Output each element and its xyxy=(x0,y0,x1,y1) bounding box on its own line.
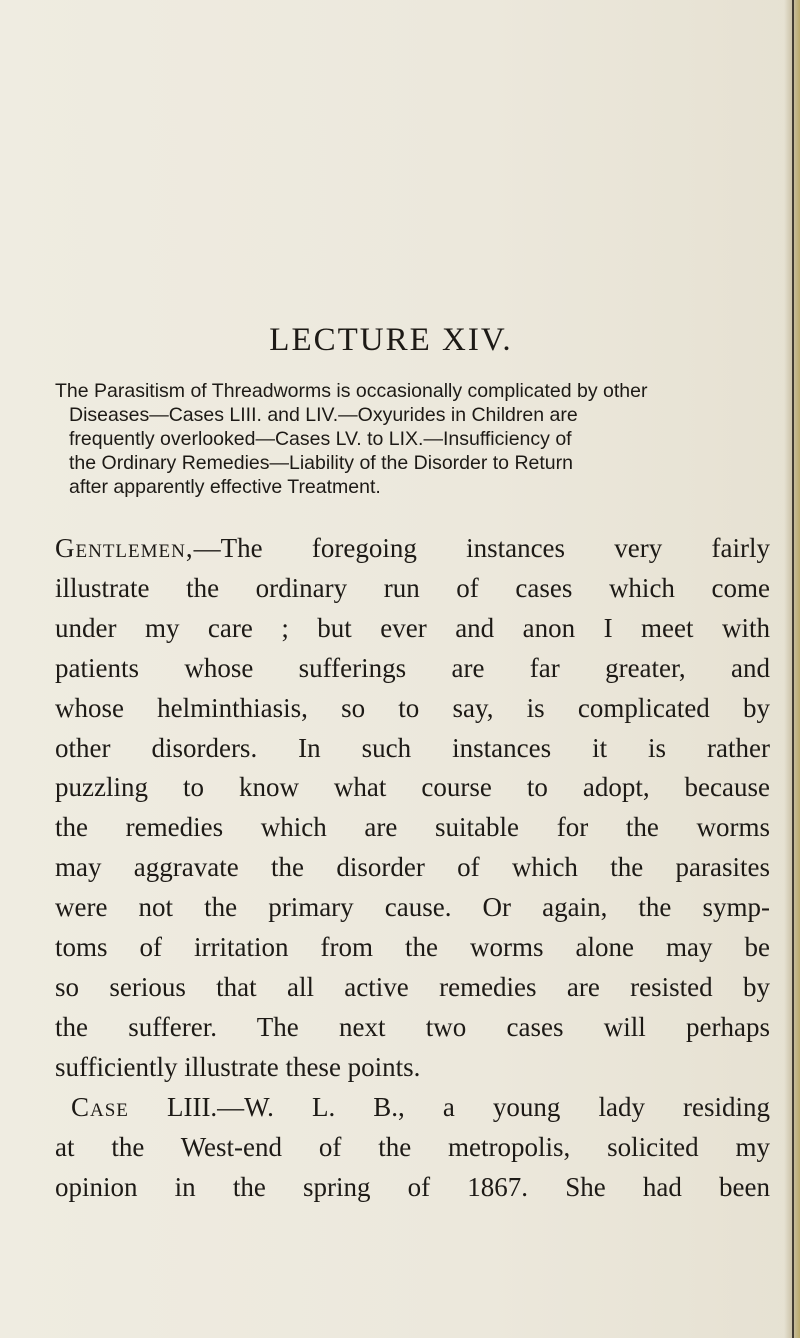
body-line: whose helminthiasis, so to say, is complicated by xyxy=(55,692,770,723)
body-line: at the West-end of the metropolis, solicited my xyxy=(55,1131,770,1162)
body-line xyxy=(55,1088,770,1128)
synopsis-line: Diseases—Cases LIII. and LIV.—Oxyurides in Children are xyxy=(69,404,578,426)
body-line: may aggravate the disorder of which the parasites xyxy=(55,852,770,883)
body-line: other disorders. In such instances it is rather xyxy=(55,732,770,763)
body-line: the remedies which are suitable for the worms xyxy=(55,812,770,843)
body-line: puzzling to know what course to adopt, because xyxy=(55,772,770,803)
salutation: Gentlemen, xyxy=(55,533,194,563)
case-label: Case xyxy=(71,1091,129,1122)
body-line xyxy=(55,529,770,569)
synopsis-line: the Ordinary Remedies—Liability of the Disorder to Return xyxy=(69,452,573,474)
page-edge-line xyxy=(792,0,794,1338)
synopsis-line: after apparently effective Treatment. xyxy=(69,476,381,498)
body-line: were not the primary cause. Or again, the symp- xyxy=(55,892,770,923)
body-line: the sufferer. The next two cases will perhaps xyxy=(55,1011,770,1042)
lecture-heading: LECTURE XIV. xyxy=(269,322,513,358)
body-line: patients whose sufferings are far greater, and xyxy=(55,652,770,683)
synopsis-line: frequently overlooked—Cases LV. to LIX.—Insufficiency of xyxy=(69,428,572,450)
body-line: opinion in the spring of 1867. She had been xyxy=(55,1171,770,1202)
body-line: illustrate the ordinary run of cases which come xyxy=(55,572,770,603)
body-line-text: LIII.—W. L. B., a young lady residing xyxy=(128,1091,770,1122)
body-line-text: —The foregoing instances very fairly xyxy=(193,533,770,563)
body-line: so serious that all active remedies are resisted by xyxy=(55,971,770,1002)
body-line: toms of irritation from the worms alone may be xyxy=(55,932,770,963)
body-line: sufficiently illustrate these points. xyxy=(55,1051,421,1082)
body-line: under my care ; but ever and anon I meet with xyxy=(55,612,770,643)
lecture-body xyxy=(55,529,770,1207)
synopsis-line: The Parasitism of Threadworms is occasionally complicated by other xyxy=(55,380,648,402)
lecture-synopsis xyxy=(55,379,765,499)
